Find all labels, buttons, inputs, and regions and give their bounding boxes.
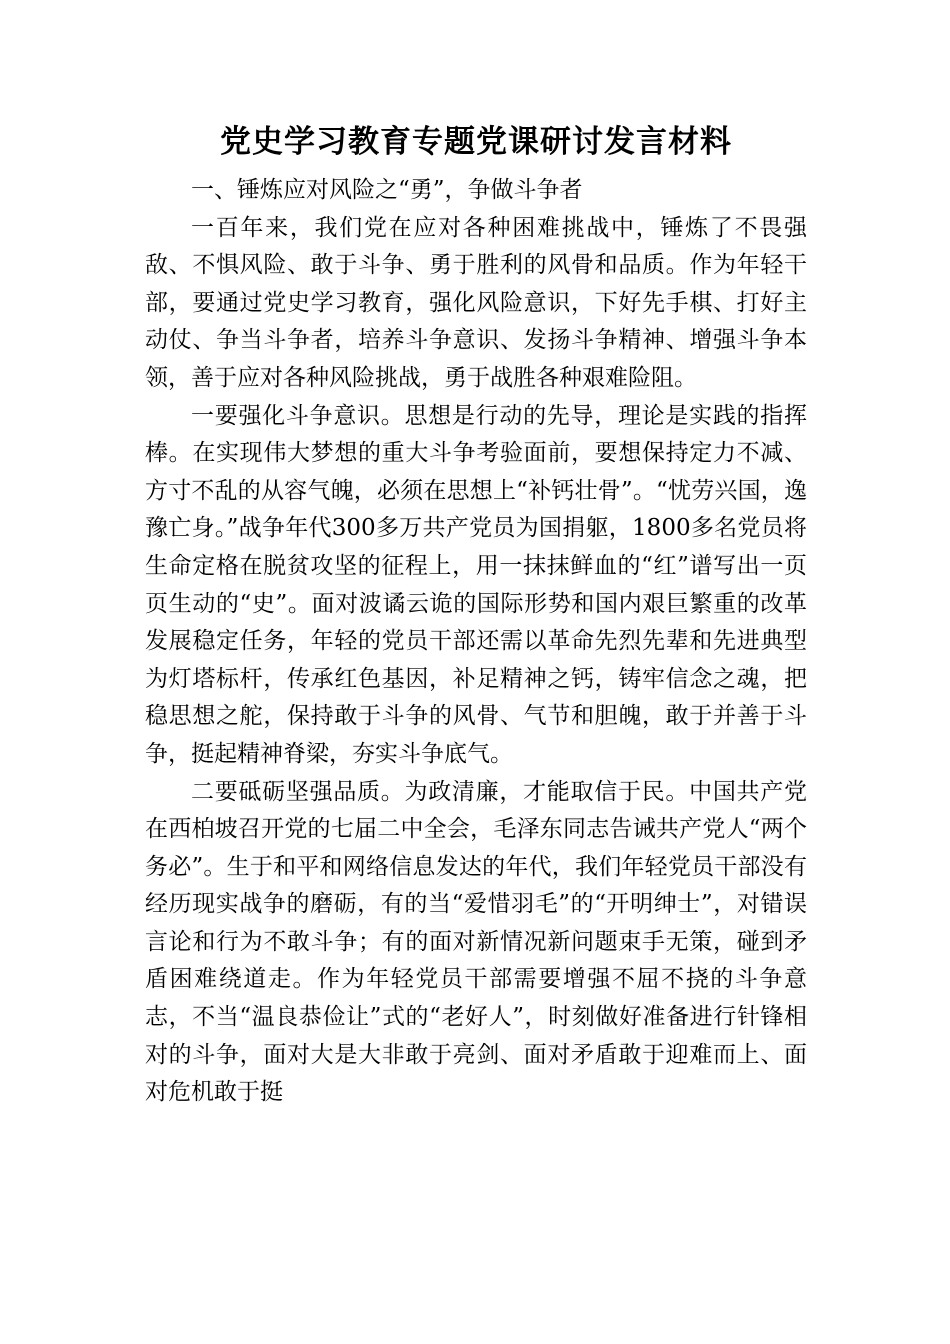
paragraph-1: 一百年来，我们党在应对各种困难挑战中，锤炼了不畏强敌、不惧风险、敢于斗争、勇于胜利的风骨和品质。作为年轻干部，要通过党史学习教育，强化风险意识，下好先手棋、打好主动仗、争当斗争者，培养斗争意识、发扬斗争精神、增强斗争本领，善于应对各种风险挑战，勇于战胜各种艰难险阻。	[145, 214, 807, 391]
paragraph-2: 一要强化斗争意识。思想是行动的先导，理论是实践的指挥棒。在实现伟大梦想的重大斗争考验面前，要想保持定力不减、方寸不乱的从容气魄，必须在思想上“补钙壮骨”。“忧劳兴国，逸豫亡身。”战争年代300多万共产党员为国捐躯，1800多名党员将生命定格在脱贫攻坚的征程上，用一抹抹鲜血的“红”谱写出一页页生动的“史”。面对波谲云诡的国际形势和国内艰巨繁重的改革发展稳定任务，年轻的党员干部还需以革命先烈先辈和先进典型为灯塔标杆，传承红色基因，补足精神之钙，铸牢信念之魂，把稳思想之舵，保持敢于斗争的风骨、气节和胆魄，敢于并善于斗争，挺起精神脊梁，夯实斗争底气。	[145, 402, 807, 767]
paragraph-3: 二要砥砺坚强品质。为政清廉，才能取信于民。中国共产党在西柏坡召开党的七届二中全会，毛泽东同志告诫共产党人“两个务必”。生于和平和网络信息发达的年代，我们年轻党员干部没有经历现实战争的磨砺，有的当“爱惜羽毛”的“开明绅士”，对错误言论和行为不敢斗争；有的面对新情况新问题束手无策，碰到矛盾困难绕道走。作为年轻党员干部需要增强不屈不挠的斗争意志，不当“温良恭俭让”式的“老好人”，时刻做好准备进行针锋相对的斗争，面对大是大非敢于亮剑、面对矛盾敢于迎难而上、面对危机敢于挺	[145, 778, 807, 1106]
section-heading: 一、锤炼应对风险之“勇”，争做斗争者	[191, 177, 583, 203]
document-title: 党史学习教育专题党课研讨发言材料	[220, 124, 732, 160]
document-page	[145, 118, 807, 1112]
